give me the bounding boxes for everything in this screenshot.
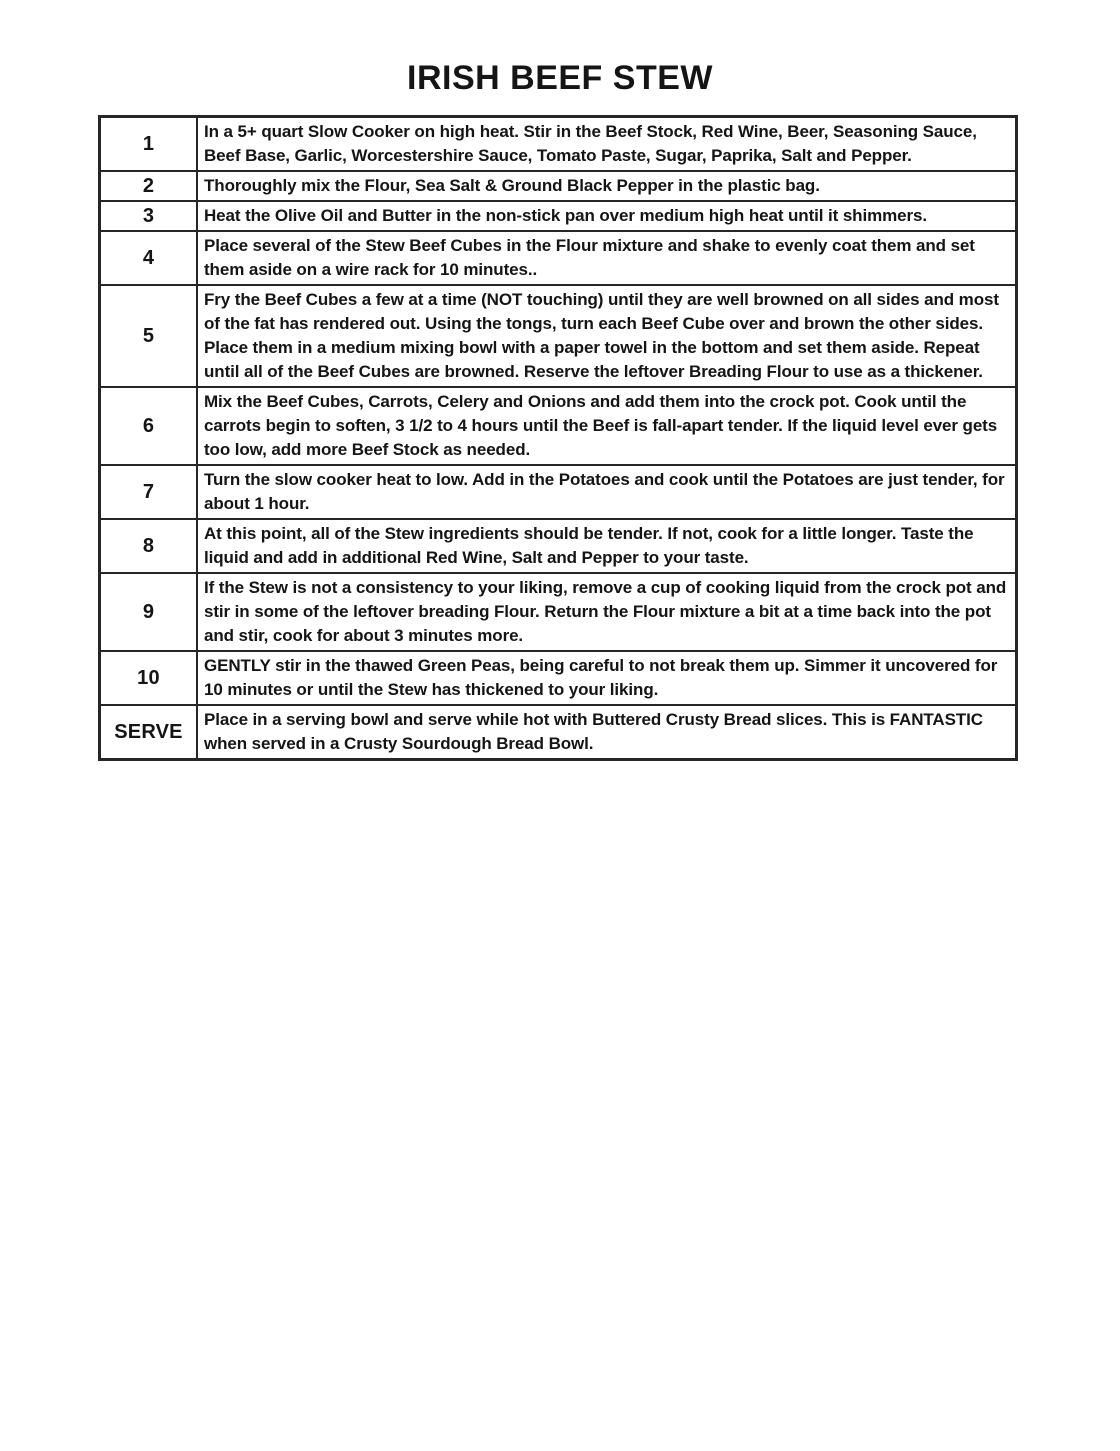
step-number: 5 xyxy=(100,285,198,387)
table-row-step-6 xyxy=(100,387,1017,465)
table-row-step-7 xyxy=(100,465,1017,519)
step-number: 8 xyxy=(100,519,198,573)
table-row-step-2 xyxy=(100,171,1017,201)
table-row-step-9 xyxy=(100,573,1017,651)
step-number: 10 xyxy=(100,651,198,705)
table-row-step-serve xyxy=(100,705,1017,760)
page-title: IRISH BEEF STEW xyxy=(407,59,713,97)
table-row-step-8 xyxy=(100,519,1017,573)
table-row-step-1 xyxy=(100,117,1017,172)
step-number: 1 xyxy=(100,117,198,172)
table-row-step-3 xyxy=(100,201,1017,231)
step-number: 3 xyxy=(100,201,198,231)
step-number: SERVE xyxy=(100,705,198,760)
table-row-step-10 xyxy=(100,651,1017,705)
step-instruction: If the Stew is not a consistency to your liking, remove a cup of cooking liquid from the crock pot and stir in some of the leftover breading Flour. Return the Flour mixture a bit at a time back into the pot and stir, cook for about 3 minutes more. xyxy=(197,573,1017,651)
step-number: 9 xyxy=(100,573,198,651)
step-number: 6 xyxy=(100,387,198,465)
step-instruction: Place in a serving bowl and serve while hot with Buttered Crusty Bread slices. This is FANTASTIC when served in a Crusty Sourdough Bread Bowl. xyxy=(197,705,1017,760)
step-instruction: At this point, all of the Stew ingredients should be tender. If not, cook for a little longer. Taste the liquid and add in additional Red Wine, Salt and Pepper to your taste. xyxy=(197,519,1017,573)
table-row-step-4 xyxy=(100,231,1017,285)
step-instruction: GENTLY stir in the thawed Green Peas, being careful to not break them up. Simmer it uncovered for 10 minutes or until the Stew has thickened to your liking. xyxy=(197,651,1017,705)
step-instruction: Turn the slow cooker heat to low. Add in the Potatoes and cook until the Potatoes are just tender, for about 1 hour. xyxy=(197,465,1017,519)
step-instruction: Place several of the Stew Beef Cubes in the Flour mixture and shake to evenly coat them and set them aside on a wire rack for 10 minutes.. xyxy=(197,231,1017,285)
step-number: 4 xyxy=(100,231,198,285)
step-number: 7 xyxy=(100,465,198,519)
recipe-steps-table xyxy=(98,115,1018,761)
step-instruction: Thoroughly mix the Flour, Sea Salt & Ground Black Pepper in the plastic bag. xyxy=(197,171,1017,201)
step-instruction: Heat the Olive Oil and Butter in the non-stick pan over medium high heat until it shimmers. xyxy=(197,201,1017,231)
table-row-step-5 xyxy=(100,285,1017,387)
step-instruction: Mix the Beef Cubes, Carrots, Celery and Onions and add them into the crock pot. Cook until the carrots begin to soften, 3 1/2 to 4 hours until the Beef is fall-apart tender. If the liquid level ever gets too low, add more Beef Stock as needed. xyxy=(197,387,1017,465)
step-instruction: In a 5+ quart Slow Cooker on high heat. Stir in the Beef Stock, Red Wine, Beer, Seasoning Sauce, Beef Base, Garlic, Worcestershire Sauce, Tomato Paste, Sugar, Paprika, Salt and Pepper. xyxy=(197,117,1017,172)
step-number: 2 xyxy=(100,171,198,201)
step-instruction: Fry the Beef Cubes a few at a time (NOT touching) until they are well browned on all sides and most of the fat has rendered out. Using the tongs, turn each Beef Cube over and brown the other sides. Place them in a medium mixing bowl with a paper towel in the bottom and set them aside. Repeat until all of the Beef Cubes are browned. Reserve the leftover Breading Flour to use as a thickener. xyxy=(197,285,1017,387)
